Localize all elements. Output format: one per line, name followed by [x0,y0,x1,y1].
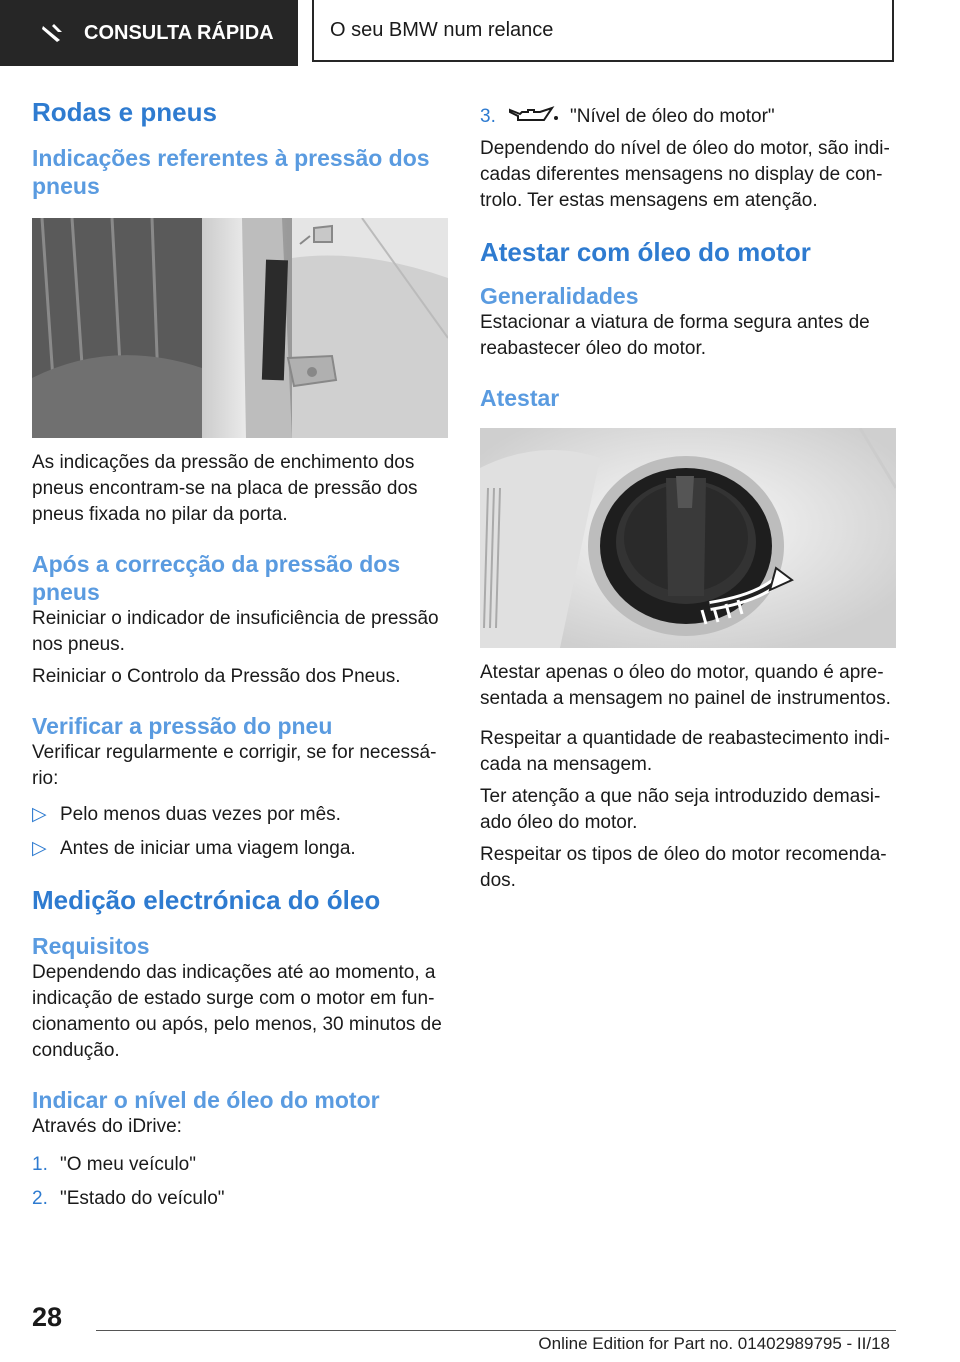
oil-can-icon [508,104,560,128]
list-item [32,836,448,862]
paragraph-atestar-2: Respeitar a quantidade de reabastecimento indicada na mensagem. [480,728,890,775]
paragraph-dependendo: Dependendo do nível de óleo do motor, são indicadas diferentes mensagens no display de controlo. Ter estas mensagens em atenção. [480,138,890,211]
chapter-title: O seu BMW num relance [330,18,554,41]
chapter-title-box [312,0,894,62]
step-number: 1. [32,1154,48,1175]
step-text: "Estado do veículo" [60,1188,225,1209]
paragraph-atestar-3: Ter atenção a que não seja introduzido demasiado óleo do motor. [480,786,881,833]
heading-indicar-nivel: Indicar o nível de óleo do motor [32,1087,380,1113]
step-text: "Nível de óleo do motor" [570,106,775,127]
footer-edition: Online Edition for Part no. 01402989795 - II/18 [538,1334,890,1353]
paragraph-apos-2: Reiniciar o Controlo da Pressão dos Pneus. [32,666,401,687]
bullet-icon: ▷ [32,804,47,825]
heading-medicao-oleo: Medição electrónica do óleo [32,885,381,915]
step-number: 3. [480,106,496,127]
heading-apos-correccao: Após a correcção da pressão dos pneus [32,551,401,605]
paragraph-apos-1: Reiniciar o indicador de insuficiência de pressão nos pneus. [32,608,439,655]
paragraph-indicacoes: As indicações da pressão de enchimento dos pneus encontram-se na placa de pressão dos pneus fixada no pilar da porta. [32,452,418,525]
heading-generalidades: Generalidades [480,283,639,309]
oil-filler-cap-image [480,428,896,648]
paragraph-atestar-1: Atestar apenas o óleo do motor, quando é apresentada a mensagem no painel de instrumentos. [480,662,891,709]
paragraph-verificar: Verificar regularmente e corrigir, se for necessário: [32,742,437,789]
list-item [32,802,448,828]
section-tab-label: CONSULTA RÁPIDA [84,21,274,44]
paragraph-indicar: Através do iDrive: [32,1116,182,1137]
right-column [480,104,896,894]
heading-rodas-pneus: Rodas e pneus [32,97,217,127]
heading-indicacoes-pressao: Indicações referentes à pressão dos pneus [32,145,430,199]
quick-reference-icon [40,20,66,46]
heading-atestar-oleo: Atestar com óleo do motor [480,237,811,267]
footer-divider [96,1330,896,1331]
section-tab[interactable] [0,0,298,66]
list-item-text: Pelo menos duas vezes por mês. [60,804,341,825]
step-number: 2. [32,1188,48,1209]
paragraph-requisitos: Dependendo das indicações até ao momento, a indicação de estado surge com o motor em funcionamento ou após, pelo menos, 30 minutos de condução. [32,962,442,1061]
heading-verificar-pressao: Verificar a pressão do pneu [32,713,333,739]
page-header [0,0,960,66]
paragraph-generalidades: Estacionar a viatura de forma segura antes de reabastecer óleo do motor. [480,312,870,359]
page-number: 28 [32,1302,63,1332]
paragraph-atestar-4: Respeitar os tipos de óleo do motor recomendados. [480,844,887,891]
numbered-step [32,1186,448,1212]
heading-atestar: Atestar [480,385,560,411]
step-text: "O meu veículo" [60,1154,196,1175]
bullet-icon: ▷ [32,838,47,859]
door-pillar-tire-pressure-image [32,218,448,438]
numbered-step [480,104,896,130]
list-item-text: Antes de iniciar uma viagem longa. [60,838,356,859]
heading-requisitos: Requisitos [32,933,150,959]
numbered-step [32,1152,448,1178]
left-column [32,96,448,1212]
